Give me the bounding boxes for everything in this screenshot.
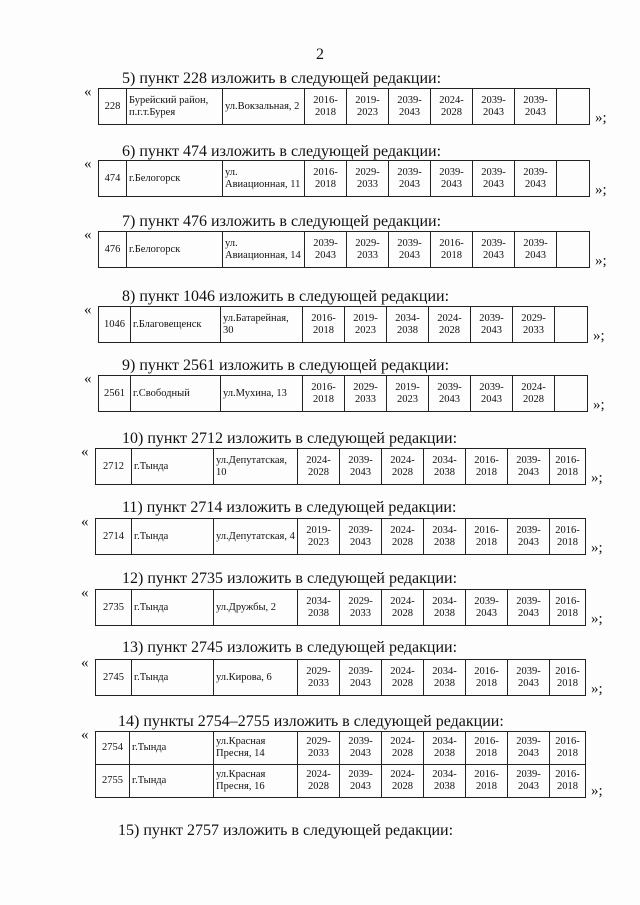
year-period: 2039-​2043: [340, 519, 382, 555]
year-period: 2019-​2023: [347, 89, 389, 125]
year-period: [557, 161, 590, 197]
open-quote: «: [84, 302, 92, 318]
close-quote: »;: [591, 681, 603, 697]
section-heading: 13) пункт 2745 изложить в следующей редакции:: [122, 639, 458, 656]
item-number: 228: [99, 89, 127, 125]
address: ул. Авиационная, 11: [223, 161, 305, 197]
close-quote: »;: [591, 783, 603, 799]
year-period: 2039-​2043: [340, 449, 382, 485]
year-period: 2024-​2028: [298, 765, 340, 798]
section-heading: 10) пункт 2712 изложить в следующей редакции:: [122, 430, 458, 447]
table-row: [99, 376, 588, 412]
year-period: 2039-​2043: [508, 732, 550, 765]
year-period: 2024-​2028: [513, 376, 555, 412]
year-period: 2039-​2043: [473, 232, 515, 268]
settlement: г.Белогорск: [127, 161, 223, 197]
year-period: 2029-​2033: [298, 732, 340, 765]
address: ул.Депутатская, 10: [214, 449, 298, 485]
entry-table: [95, 659, 586, 696]
year-period: 2039-​2043: [508, 765, 550, 798]
year-period: 2029-​2033: [340, 590, 382, 626]
year-period: 2016-​2018: [303, 307, 345, 343]
year-period: 2039-​2043: [466, 590, 508, 626]
year-period: 2019-​2023: [298, 519, 340, 555]
settlement: г.Тында: [130, 765, 214, 798]
year-period: 2016-​2018: [431, 232, 473, 268]
year-period: 2016-​2018: [466, 449, 508, 485]
item-number: 2745: [96, 660, 132, 696]
year-period: 2029-​2033: [347, 161, 389, 197]
year-period: 2034-​2038: [424, 732, 466, 765]
entry-table: [98, 88, 590, 125]
year-period: 2024-​2028: [431, 89, 473, 125]
open-quote: «: [84, 84, 92, 100]
year-period: 2039-​2043: [473, 161, 515, 197]
close-quote: »;: [595, 253, 607, 269]
open-quote: «: [84, 371, 92, 387]
section-heading: 8) пункт 1046 изложить в следующей редакции:: [122, 288, 450, 305]
year-period: 2019-​2023: [345, 307, 387, 343]
year-period: 2016-​2018: [303, 376, 345, 412]
entry-table: [98, 231, 590, 268]
section-heading: 9) пункт 2561 изложить в следующей редакции:: [122, 357, 450, 374]
year-period: 2029-​2033: [513, 307, 555, 343]
settlement: г.Свободный: [131, 376, 221, 412]
year-period: 2016-​2018: [466, 660, 508, 696]
year-period: 2024-​2028: [429, 307, 471, 343]
item-number: 2754: [96, 732, 130, 765]
open-quote: «: [81, 727, 89, 743]
open-quote: «: [81, 514, 89, 530]
year-period: 2039-​2043: [429, 376, 471, 412]
settlement: г.Белогорск: [127, 232, 223, 268]
settlement: г.Тында: [132, 519, 214, 555]
year-period: 2016-​2018: [466, 732, 508, 765]
year-period: 2016-​2018: [550, 765, 586, 798]
open-quote: «: [81, 585, 89, 601]
settlement: г.Тында: [132, 590, 214, 626]
year-period: 2016-​2018: [305, 161, 347, 197]
year-period: 2039-​2043: [473, 89, 515, 125]
year-period: 2039-​2043: [340, 765, 382, 798]
open-quote: «: [81, 655, 89, 671]
year-period: 2034-​2038: [424, 590, 466, 626]
year-period: 2039-​2043: [431, 161, 473, 197]
year-period: 2024-​2028: [382, 590, 424, 626]
close-quote: »;: [591, 611, 603, 627]
year-period: [557, 89, 590, 125]
address: ул. Авиационная, 14: [223, 232, 305, 268]
close-quote: »;: [595, 182, 607, 198]
year-period: 2039-​2043: [340, 732, 382, 765]
year-period: 2039-​2043: [508, 519, 550, 555]
year-period: 2024-​2028: [382, 732, 424, 765]
address: ул.Вокзальная, 2: [223, 89, 305, 125]
year-period: 2024-​2028: [382, 765, 424, 798]
item-number: 476: [99, 232, 127, 268]
address: ул.Дружбы, 2: [214, 590, 298, 626]
year-period: 2016-​2018: [550, 732, 586, 765]
section-heading: 14) пункты 2754–2755 изложить в следующей редакции:: [118, 713, 504, 730]
address: ул.Красная Пресня, 16: [214, 765, 298, 798]
year-period: 2034-​2038: [424, 519, 466, 555]
year-period: 2039-​2043: [305, 232, 347, 268]
address: ул.Красная Пресня, 14: [214, 732, 298, 765]
year-period: 2016-​2018: [466, 519, 508, 555]
year-period: 2034-​2038: [424, 765, 466, 798]
year-period: 2016-​2018: [550, 449, 586, 485]
section-heading: 7) пункт 476 изложить в следующей редакции:: [122, 213, 442, 230]
close-quote: »;: [595, 110, 607, 126]
year-period: [557, 232, 590, 268]
year-period: 2034-​2038: [387, 307, 429, 343]
open-quote: «: [84, 227, 92, 243]
entry-table: [95, 589, 586, 626]
table-row: [96, 590, 586, 626]
year-period: 2016-​2018: [550, 519, 586, 555]
year-period: 2039-​2043: [508, 590, 550, 626]
year-period: 2034-​2038: [424, 449, 466, 485]
entry-table: [98, 306, 588, 343]
item-number: 474: [99, 161, 127, 197]
year-period: 2029-​2033: [347, 232, 389, 268]
year-period: 2016-​2018: [466, 765, 508, 798]
year-period: 2039-​2043: [389, 89, 431, 125]
year-period: 2034-​2038: [298, 590, 340, 626]
close-quote: »;: [591, 470, 603, 486]
item-number: 1046: [99, 307, 131, 343]
year-period: 2039-​2043: [389, 232, 431, 268]
item-number: 2735: [96, 590, 132, 626]
year-period: 2039-​2043: [471, 307, 513, 343]
section-heading: 12) пункт 2735 изложить в следующей редакции:: [122, 570, 458, 587]
year-period: 2029-​2033: [345, 376, 387, 412]
year-period: 2039-​2043: [515, 89, 557, 125]
address: ул.Кирова, 6: [214, 660, 298, 696]
settlement: Бурейский район, п.г.т.Бурея: [127, 89, 223, 125]
year-period: 2034-​2038: [424, 660, 466, 696]
close-quote: »;: [593, 328, 605, 344]
year-period: 2029-​2033: [298, 660, 340, 696]
item-number: 2714: [96, 519, 132, 555]
table-row: [96, 765, 586, 798]
year-period: 2039-​2043: [508, 449, 550, 485]
settlement: г.Тында: [132, 449, 214, 485]
close-quote: »;: [591, 540, 603, 556]
year-period: 2024-​2028: [382, 519, 424, 555]
entry-table: [95, 448, 586, 485]
page-number: 2: [316, 46, 324, 63]
entry-table: [98, 160, 590, 197]
table-row: [99, 89, 590, 125]
section-heading: 6) пункт 474 изложить в следующей редакции:: [122, 143, 442, 160]
open-quote: «: [84, 156, 92, 172]
entry-table: [95, 731, 586, 798]
section-heading: 5) пункт 228 изложить в следующей редакции:: [122, 70, 442, 87]
year-period: 2016-​2018: [550, 590, 586, 626]
table-row: [96, 449, 586, 485]
address: ул.Батарейная, 30: [221, 307, 303, 343]
year-period: 2024-​2028: [382, 449, 424, 485]
item-number: 2561: [99, 376, 131, 412]
year-period: 2039-​2043: [515, 161, 557, 197]
settlement: г.Тында: [130, 732, 214, 765]
table-row: [96, 732, 586, 765]
address: ул.Депутатская, 4: [214, 519, 298, 555]
table-row: [99, 307, 588, 343]
entry-table: [98, 375, 588, 412]
address: ул.Мухина, 13: [221, 376, 303, 412]
close-quote: »;: [593, 397, 605, 413]
year-period: 2024-​2028: [382, 660, 424, 696]
year-period: 2039-​2043: [471, 376, 513, 412]
settlement: г.Благовещенск: [131, 307, 221, 343]
item-number: 2712: [96, 449, 132, 485]
year-period: [555, 376, 588, 412]
year-period: 2019-​2023: [387, 376, 429, 412]
open-quote: «: [81, 444, 89, 460]
entry-table: [95, 518, 586, 555]
year-period: 2016-​2018: [550, 660, 586, 696]
settlement: г.Тында: [132, 660, 214, 696]
year-period: 2039-​2043: [340, 660, 382, 696]
table-row: [99, 161, 590, 197]
year-period: 2039-​2043: [515, 232, 557, 268]
section-heading: 11) пункт 2714 изложить в следующей редакции:: [122, 499, 457, 516]
year-period: 2039-​2043: [508, 660, 550, 696]
table-row: [99, 232, 590, 268]
table-row: [96, 660, 586, 696]
year-period: 2039-​2043: [389, 161, 431, 197]
table-row: [96, 519, 586, 555]
year-period: 2016-​2018: [305, 89, 347, 125]
year-period: 2024-​2028: [298, 449, 340, 485]
item-number: 2755: [96, 765, 130, 798]
year-period: [555, 307, 588, 343]
section-heading: 15) пункт 2757 изложить в следующей редакции:: [118, 822, 454, 839]
